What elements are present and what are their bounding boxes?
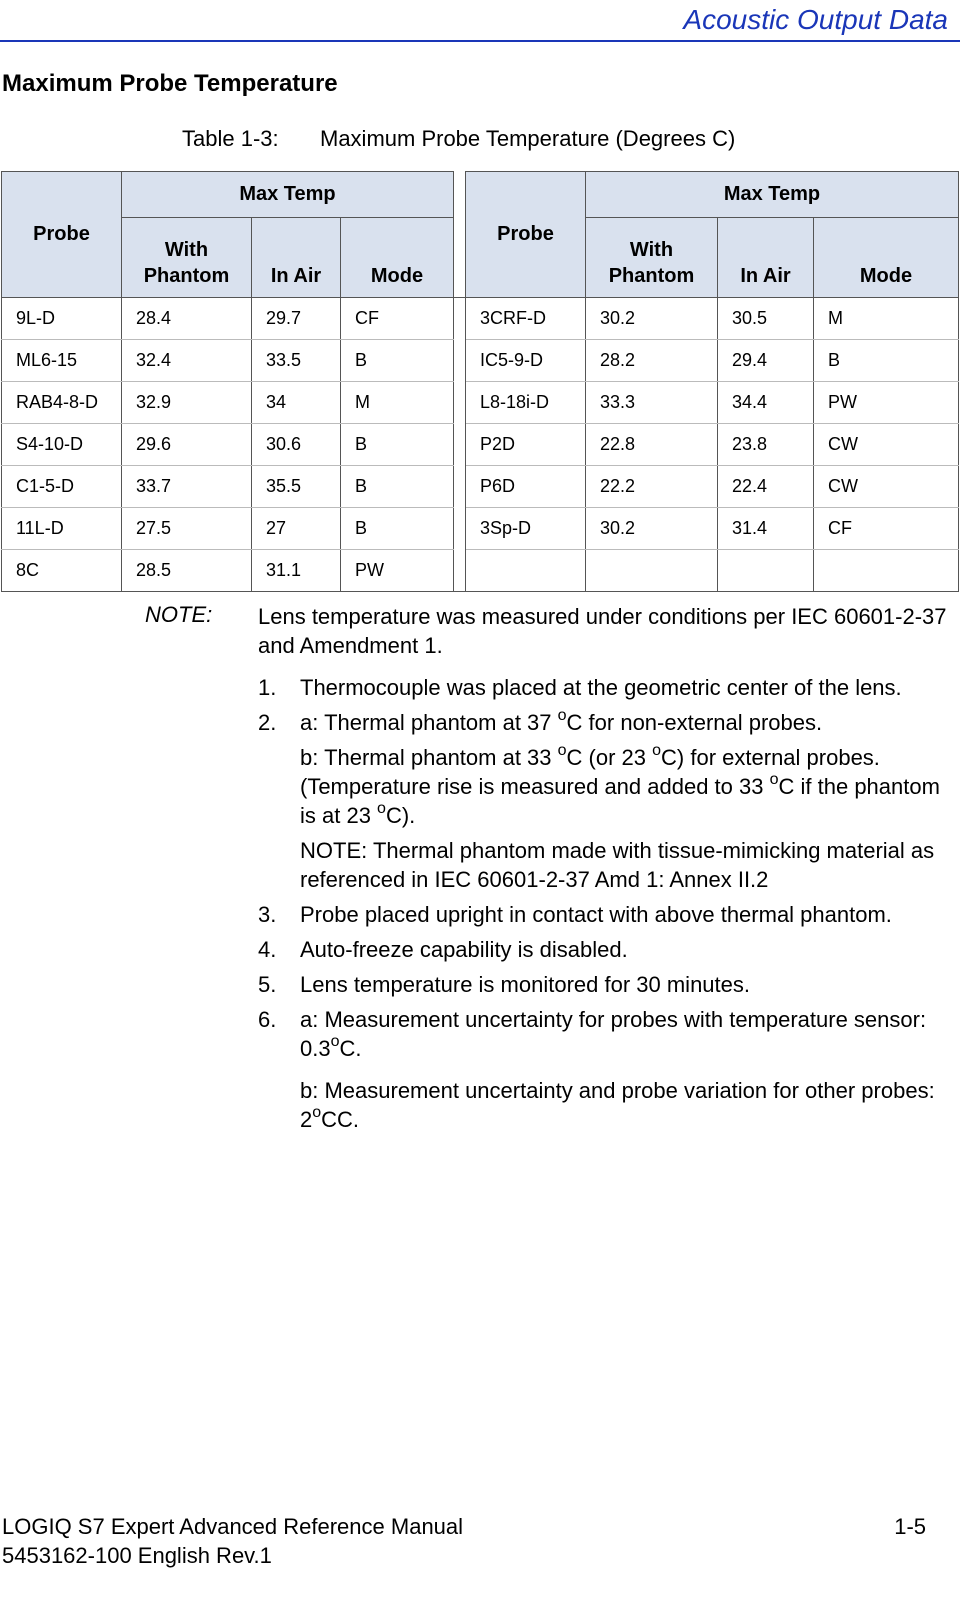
cell-gap [454,550,466,592]
list-item [258,935,948,964]
header-rule [0,40,960,42]
header-max-temp-right: Max Temp [586,172,959,218]
cell-probe [466,550,586,592]
cell-mode: CF [814,508,959,550]
list-number: 4. [258,937,277,962]
table-caption [182,126,735,152]
section-title: Maximum Probe Temperature [2,70,338,97]
cell-phantom: 28.5 [122,550,252,592]
cell-probe: 8C [2,550,122,592]
table-caption-number: Table 1-3: [182,126,279,151]
degree-symbol: o [557,706,567,724]
table-row [2,382,959,424]
cell-mode: CF [341,298,454,340]
cell-phantom: 30.2 [586,298,718,340]
header-max-temp-left: Max Temp [122,172,454,218]
list-text: Thermocouple was placed at the geometric center of the lens. [300,675,902,700]
list-number: 5. [258,972,277,997]
footer-page-number: 1-5 [894,1514,926,1539]
cell-probe: 11L-D [2,508,122,550]
header-in-air-left: In Air [252,218,341,298]
degree-symbol: o [312,1103,322,1121]
cell-mode: B [341,424,454,466]
running-header-title: Acoustic Output Data [683,4,948,35]
cell-air: 33.5 [252,340,341,382]
cell-gap [454,382,466,424]
cell-mode: PW [341,550,454,592]
header-with-phantom-right: With Phantom [586,218,718,298]
list-item [258,1005,948,1134]
cell-air [718,550,814,592]
table-row [2,424,959,466]
header-mode-right: Mode [814,218,959,298]
cell-probe: 3Sp-D [466,508,586,550]
list-text: Probe placed upright in contact with above thermal phantom. [300,902,892,927]
list-text-a: a: Measurement uncertainty for probes with temperature sensor: 0.3$^o$C. [300,1007,927,1061]
header-with-phantom-left: With Phantom [122,218,252,298]
list-item [258,708,948,894]
cell-phantom: 33.7 [122,466,252,508]
cell-probe: C1-5-D [2,466,122,508]
table-row [2,340,959,382]
cell-air: 34.4 [718,382,814,424]
probe-temperature-table [1,171,959,592]
table-gap [454,172,466,298]
cell-phantom: 28.2 [586,340,718,382]
table-caption-title: Maximum Probe Temperature (Degrees C) [320,126,736,151]
cell-mode: B [341,340,454,382]
cell-phantom: 32.4 [122,340,252,382]
list-item [258,673,948,702]
cell-gap [454,298,466,340]
note-intro: Lens temperature was measured under conditions per IEC 60601-2-37 and Amendment 1. [258,604,947,658]
cell-phantom: 22.8 [586,424,718,466]
cell-mode: M [814,298,959,340]
table-row [2,298,959,340]
header-probe-left: Probe [2,172,122,298]
cell-air: 31.4 [718,508,814,550]
cell-probe: P2D [466,424,586,466]
cell-phantom: 29.6 [122,424,252,466]
cell-gap [454,466,466,508]
cell-air: 34 [252,382,341,424]
list-text: Auto-freeze capability is disabled. [300,937,628,962]
cell-mode: B [341,466,454,508]
cell-gap [454,508,466,550]
cell-probe: RAB4-8-D [2,382,122,424]
degree-symbol: o [652,741,662,759]
table-row [2,466,959,508]
cell-phantom: 33.3 [586,382,718,424]
cell-probe: 3CRF-D [466,298,586,340]
degree-symbol: o [769,770,779,788]
cell-air: 35.5 [252,466,341,508]
cell-probe: P6D [466,466,586,508]
note-body [258,602,948,1140]
cell-phantom: 27.5 [122,508,252,550]
note-label: NOTE: [145,602,213,627]
cell-mode: CW [814,424,959,466]
cell-mode [814,550,959,592]
list-text-b: b: Thermal phantom at 33 $^o$C (or 23 $^o$C) for external probes. (Temperature rise is measured and added to 33 $^o$C if the phantom is at 23 $^o$C). [300,741,940,828]
degree-symbol: o [330,1032,340,1050]
list-number: 2. [258,710,277,735]
note-list [258,673,948,1134]
list-item [258,900,948,929]
cell-probe: ML6-15 [2,340,122,382]
cell-probe: S4-10-D [2,424,122,466]
cell-phantom: 32.9 [122,382,252,424]
header-mode-left: Mode [341,218,454,298]
header-probe-right: Probe [466,172,586,298]
cell-air: 30.6 [252,424,341,466]
cell-gap [454,424,466,466]
list-text: Lens temperature is monitored for 30 minutes. [300,972,751,997]
cell-phantom: 22.2 [586,466,718,508]
cell-mode: M [341,382,454,424]
cell-air: 29.7 [252,298,341,340]
table-row [2,508,959,550]
cell-air: 30.5 [718,298,814,340]
cell-phantom: 30.2 [586,508,718,550]
list-number: 1. [258,675,277,700]
cell-mode: B [341,508,454,550]
cell-probe: L8-18i-D [466,382,586,424]
list-text-a: a: Thermal phantom at 37 $^o$C for non-external probes. [300,706,823,735]
cell-probe: IC5-9-D [466,340,586,382]
cell-air: 27 [252,508,341,550]
cell-phantom: 28.4 [122,298,252,340]
cell-gap [454,340,466,382]
degree-symbol: o [377,799,386,817]
footer-part-number: 5453162-100 English Rev.1 [2,1543,272,1568]
cell-mode: B [814,340,959,382]
cell-air: 31.1 [252,550,341,592]
footer-manual-title: LOGIQ S7 Expert Advanced Reference Manual [2,1514,464,1539]
cell-probe: 9L-D [2,298,122,340]
cell-air: 22.4 [718,466,814,508]
cell-air: 29.4 [718,340,814,382]
cell-phantom [586,550,718,592]
table-row [2,550,959,592]
list-number: 6. [258,1007,277,1032]
cell-air: 23.8 [718,424,814,466]
list-text-b: b: Measurement uncertainty and probe variation for other probes: 2$^o$CC. [300,1078,935,1132]
header-in-air-right: In Air [718,218,814,298]
cell-mode: CW [814,466,959,508]
list-item [258,970,948,999]
list-number: 3. [258,902,277,927]
degree-symbol: o [557,741,567,759]
footer-manual-info [2,1512,463,1570]
list-text-c: NOTE: Thermal phantom made with tissue-mimicking material as referenced in IEC 60601-2-37 Amd 1: Annex II.2 [300,838,935,892]
cell-mode: PW [814,382,959,424]
